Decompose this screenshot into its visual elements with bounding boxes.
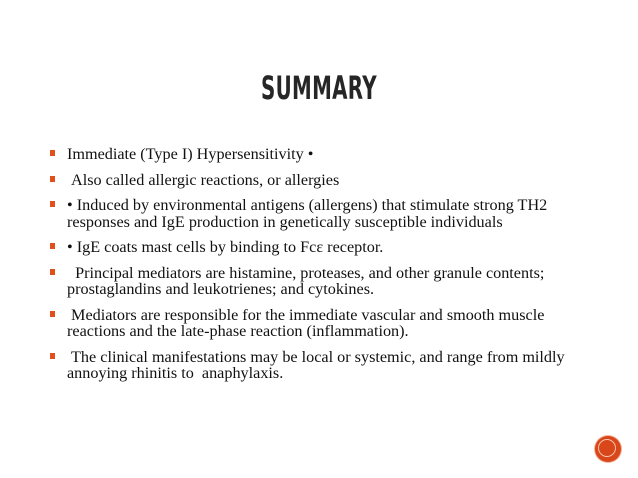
bullet-item-4: [46, 239, 606, 256]
square-bullet-icon: [50, 353, 55, 359]
bullet-item-7: [46, 349, 606, 382]
slide-nav-button[interactable]: [595, 436, 621, 462]
bullet-item-3: [46, 197, 606, 230]
circle-ring-icon: [598, 439, 616, 457]
bullet-list: [46, 146, 606, 391]
bullet-text: The clinical manifestations may be local or systemic, and range from mildly annoying rhinitis to anaphylaxis.: [67, 347, 569, 382]
square-bullet-icon: [50, 311, 55, 317]
square-bullet-icon: [50, 269, 55, 275]
bullet-text: • Induced by environmental antigens (allergens) that stimulate strong TH2 responses and IgE production in genetically susceptible individuals: [67, 196, 548, 231]
square-bullet-icon: [50, 201, 55, 207]
bullet-item-2: [46, 172, 606, 189]
bullet-text: Also called allergic reactions, or allergies: [67, 170, 340, 189]
square-bullet-icon: [50, 150, 55, 156]
bullet-item-6: [46, 307, 606, 340]
square-bullet-icon: [50, 176, 55, 182]
bullet-text: Immediate (Type I) Hypersensitivity •: [67, 145, 314, 163]
bullet-text: • IgE coats mast cells by binding to Fcε receptor.: [67, 238, 384, 256]
bullet-item-1: [46, 146, 606, 163]
bullet-text: Mediators are responsible for the immediate vascular and smooth muscle reactions and the late-phase reaction (inflammation).: [67, 305, 549, 340]
square-bullet-icon: [50, 243, 55, 249]
slide-title: SUMMARY: [261, 69, 377, 107]
bullet-item-5: [46, 265, 606, 298]
bullet-text: Principal mediators are histamine, proteases, and other granule contents; prostaglandins and leukotrienes; and cytokines.: [67, 263, 549, 298]
